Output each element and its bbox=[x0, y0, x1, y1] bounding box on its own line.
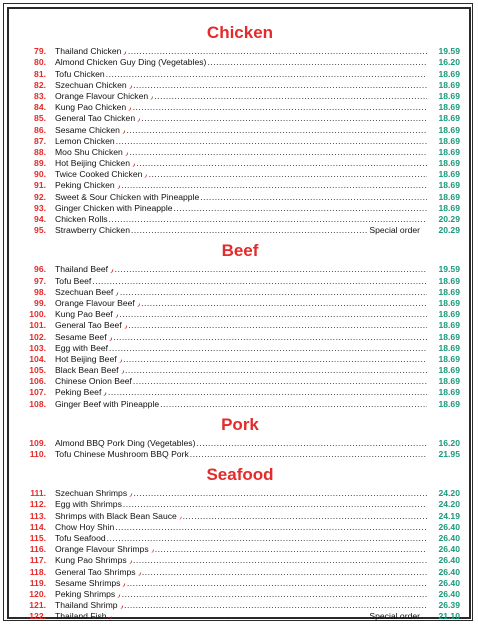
item-number: 100. bbox=[29, 309, 46, 320]
item-name: Lemon Chicken bbox=[55, 135, 115, 146]
chili-pepper-icon bbox=[128, 105, 131, 113]
menu-item bbox=[20, 611, 460, 622]
dot-leader bbox=[109, 214, 427, 225]
item-name: Tofu Seafood bbox=[55, 532, 106, 543]
item-price: 24.20 bbox=[438, 488, 460, 499]
menu-item bbox=[20, 320, 460, 331]
chili-pepper-icon bbox=[129, 491, 132, 499]
item-price: 21.10 bbox=[438, 611, 460, 622]
item-number: 81. bbox=[34, 68, 46, 79]
item-number: 85. bbox=[34, 113, 46, 124]
chili-pepper-icon bbox=[120, 603, 124, 611]
item-price: 26.40 bbox=[438, 521, 460, 532]
dot-leader bbox=[136, 158, 427, 169]
item-number: 84. bbox=[34, 102, 46, 113]
item-name: Tofu Chinese Mushroom BBQ Pork bbox=[55, 449, 189, 459]
dot-leader bbox=[119, 309, 427, 320]
chili-pepper-icon bbox=[117, 592, 121, 600]
item-number: 111. bbox=[30, 488, 46, 499]
item-number: 87. bbox=[34, 135, 46, 146]
item-price: 18.69 bbox=[438, 191, 460, 202]
item-number: 86. bbox=[34, 124, 46, 135]
item-number: 112. bbox=[29, 499, 46, 510]
item-name: Szechuan Chicken bbox=[55, 79, 127, 90]
item-number: 98. bbox=[34, 286, 46, 297]
dot-leader bbox=[190, 449, 427, 460]
item-name: Egg with Shrimps bbox=[55, 499, 122, 510]
chili-pepper-icon bbox=[117, 183, 121, 191]
dot-leader bbox=[113, 332, 427, 343]
item-name: General Tao Chicken bbox=[55, 113, 136, 124]
menu-item bbox=[20, 566, 460, 577]
item-name: Kung Pao Beef bbox=[55, 309, 113, 320]
item-name: Thailand Beef bbox=[55, 264, 109, 275]
item-number: 83. bbox=[34, 90, 46, 101]
item-price: 16.20 bbox=[438, 57, 460, 68]
dot-leader bbox=[154, 91, 427, 102]
item-name: Thailand Fish bbox=[55, 611, 107, 622]
item-name: Orange Flavour Beef bbox=[55, 297, 135, 308]
dot-leader bbox=[200, 192, 427, 203]
item-price: 26.40 bbox=[438, 566, 460, 577]
item-name: Almond Chicken Guy Ding (Vegetables) bbox=[55, 57, 207, 68]
item-number: 90. bbox=[34, 169, 46, 180]
dot-leader bbox=[131, 225, 368, 236]
section-title: Seafood bbox=[206, 465, 274, 484]
item-price: 26.40 bbox=[438, 577, 460, 588]
item-list bbox=[20, 488, 460, 622]
dot-leader bbox=[106, 69, 427, 80]
dot-leader bbox=[124, 600, 427, 611]
menu-item bbox=[20, 449, 460, 460]
item-price: 20.29 bbox=[438, 225, 460, 236]
item-name: Kung Pao Shrimps bbox=[55, 555, 127, 566]
menu-item bbox=[20, 287, 460, 298]
menu-item bbox=[20, 398, 460, 409]
menu-item bbox=[20, 578, 460, 589]
item-name: Szechuan Beef bbox=[55, 286, 114, 297]
menu-item bbox=[20, 343, 460, 354]
item-price: 26.40 bbox=[438, 544, 460, 555]
item-price: 18.69 bbox=[438, 297, 460, 308]
item-price: 18.69 bbox=[438, 135, 460, 146]
item-price: 18.69 bbox=[438, 124, 460, 135]
dot-leader bbox=[115, 522, 427, 533]
item-name: Twice Cooked Chicken bbox=[55, 169, 143, 180]
item-price: 18.69 bbox=[438, 331, 460, 342]
menu-page bbox=[20, 20, 460, 624]
chili-pepper-icon bbox=[115, 312, 119, 320]
item-name: General Tao Shrimps bbox=[55, 566, 136, 577]
menu-item bbox=[20, 102, 460, 113]
item-name: Peking Shrimps bbox=[55, 588, 116, 599]
item-number: 89. bbox=[34, 158, 46, 169]
item-number: 101. bbox=[29, 320, 46, 331]
item-number: 102. bbox=[29, 331, 46, 342]
item-price: 18.69 bbox=[438, 102, 460, 113]
chili-pepper-icon bbox=[144, 172, 147, 180]
chili-pepper-icon bbox=[129, 558, 132, 566]
menu-section bbox=[20, 412, 460, 460]
dot-leader bbox=[129, 147, 427, 158]
item-price: 18.69 bbox=[438, 169, 460, 180]
item-name: Sesame Shrimps bbox=[55, 577, 121, 588]
dot-leader bbox=[142, 567, 427, 578]
item-name: Hot Beijing Chicken bbox=[55, 158, 130, 169]
item-price: 24.20 bbox=[438, 499, 460, 510]
section-title: Chicken bbox=[206, 23, 274, 42]
item-number: 94. bbox=[34, 214, 46, 224]
menu-item bbox=[20, 158, 460, 169]
menu-item bbox=[20, 68, 460, 79]
item-price: 21.95 bbox=[438, 449, 460, 459]
item-price: 18.69 bbox=[438, 376, 460, 387]
chili-pepper-icon bbox=[151, 547, 154, 555]
item-price: 18.69 bbox=[438, 146, 460, 157]
item-number: 93. bbox=[34, 202, 46, 213]
dot-leader bbox=[155, 544, 427, 555]
item-price: 26.40 bbox=[438, 532, 460, 543]
item-price: 18.69 bbox=[438, 275, 460, 286]
chili-pepper-icon bbox=[119, 357, 123, 365]
item-price: 18.69 bbox=[438, 342, 460, 353]
item-price: 18.69 bbox=[438, 353, 460, 364]
menu-item bbox=[20, 533, 460, 544]
menu-item bbox=[20, 555, 460, 566]
dot-leader bbox=[133, 555, 427, 566]
item-price: 18.69 bbox=[438, 202, 460, 213]
item-price: 24.19 bbox=[438, 510, 460, 521]
menu-item bbox=[20, 438, 460, 449]
item-name: Egg with Beef bbox=[55, 342, 109, 353]
item-price: 18.69 bbox=[438, 79, 460, 90]
chili-pepper-icon bbox=[124, 323, 127, 331]
chili-pepper-icon bbox=[137, 116, 140, 124]
item-price: 26.40 bbox=[438, 555, 460, 566]
menu-item bbox=[20, 214, 460, 225]
dot-leader bbox=[183, 511, 427, 522]
dot-leader bbox=[207, 57, 427, 68]
menu-item bbox=[20, 309, 460, 320]
item-list bbox=[20, 46, 460, 236]
menu-item bbox=[20, 124, 460, 135]
dot-leader bbox=[123, 354, 427, 365]
item-list bbox=[20, 438, 460, 460]
dot-leader bbox=[108, 387, 427, 398]
menu-item bbox=[20, 91, 460, 102]
menu-item bbox=[20, 203, 460, 214]
item-name: Hot Beijing Beef bbox=[55, 353, 117, 364]
chili-pepper-icon bbox=[150, 94, 153, 102]
item-name: Orange Flavour Shrimps bbox=[55, 544, 149, 555]
item-number: 91. bbox=[34, 180, 46, 191]
dot-leader bbox=[116, 136, 427, 147]
menu-item bbox=[20, 387, 460, 398]
dot-leader bbox=[133, 80, 427, 91]
item-price: 18.69 bbox=[438, 398, 460, 409]
item-name: Peking Chicken bbox=[55, 180, 115, 191]
dot-leader bbox=[123, 499, 427, 510]
menu-item bbox=[20, 80, 460, 91]
item-price: 18.69 bbox=[438, 68, 460, 79]
item-number: 120. bbox=[29, 588, 46, 599]
item-price: 26.39 bbox=[438, 600, 460, 611]
menu-item bbox=[20, 57, 460, 68]
item-number: 95. bbox=[34, 225, 46, 236]
dot-leader bbox=[160, 399, 427, 410]
item-name: Chow Hoy Shin bbox=[55, 521, 115, 532]
menu-item bbox=[20, 275, 460, 286]
item-number: 79. bbox=[34, 46, 46, 57]
item-price: 18.69 bbox=[438, 309, 460, 320]
chili-pepper-icon bbox=[179, 514, 182, 522]
item-price: 26.40 bbox=[438, 588, 460, 599]
dot-leader bbox=[113, 611, 369, 622]
menu-item bbox=[20, 225, 460, 236]
menu-item bbox=[20, 46, 460, 57]
menu-item bbox=[20, 522, 460, 533]
item-name: Strawberry Chicken bbox=[55, 225, 130, 236]
item-number: 121. bbox=[29, 600, 46, 611]
item-name: Sesame Chicken bbox=[55, 124, 120, 135]
item-number: 105. bbox=[29, 365, 46, 376]
item-price: 19.59 bbox=[438, 46, 460, 57]
item-number: 109. bbox=[29, 437, 46, 448]
item-price: 18.69 bbox=[438, 320, 460, 331]
item-number: 114. bbox=[29, 521, 46, 532]
item-name: Chicken Rolls bbox=[55, 214, 108, 224]
item-name: General Tao Beef bbox=[55, 320, 122, 331]
chili-pepper-icon bbox=[122, 128, 125, 136]
chili-pepper-icon bbox=[132, 161, 135, 169]
item-number: 116. bbox=[29, 544, 46, 555]
menu-item bbox=[20, 589, 460, 600]
item-number: 106. bbox=[29, 376, 46, 387]
dot-leader bbox=[141, 113, 427, 124]
dot-leader bbox=[122, 589, 427, 600]
item-number: 80. bbox=[34, 57, 46, 68]
item-name: Black Bean Beef bbox=[55, 365, 119, 376]
item-price: 19.59 bbox=[438, 264, 460, 275]
section-title: Pork bbox=[221, 414, 259, 434]
item-number: 82. bbox=[34, 79, 46, 90]
chili-pepper-icon bbox=[115, 290, 119, 298]
chili-pepper-icon bbox=[138, 570, 141, 578]
dot-leader bbox=[196, 438, 427, 449]
item-name: Ginger Beef with Pineapple bbox=[55, 398, 160, 409]
dot-leader bbox=[107, 533, 427, 544]
item-number: 88. bbox=[34, 146, 46, 157]
item-number: 107. bbox=[29, 387, 46, 398]
item-number: 119. bbox=[29, 577, 46, 588]
chili-pepper-icon bbox=[137, 301, 140, 309]
item-price: 18.69 bbox=[438, 113, 460, 124]
item-price: 18.69 bbox=[438, 158, 460, 169]
item-price: 18.69 bbox=[438, 365, 460, 376]
section-title: Beef bbox=[221, 241, 259, 261]
item-number: 96. bbox=[34, 264, 46, 275]
menu-item bbox=[20, 113, 460, 124]
dot-leader bbox=[174, 203, 427, 214]
menu-item bbox=[20, 264, 460, 275]
chili-pepper-icon bbox=[123, 49, 126, 57]
menu-item bbox=[20, 544, 460, 555]
menu-item bbox=[20, 180, 460, 191]
item-number: 108. bbox=[29, 398, 46, 409]
menu-item bbox=[20, 499, 460, 510]
item-price: 18.69 bbox=[438, 180, 460, 191]
dot-leader bbox=[133, 102, 427, 113]
item-name: Sesame Beef bbox=[55, 331, 107, 342]
dot-leader bbox=[120, 287, 427, 298]
item-number: 117. bbox=[29, 555, 46, 566]
dot-leader bbox=[149, 169, 427, 180]
menu-section bbox=[20, 20, 460, 236]
item-list bbox=[20, 264, 460, 409]
menu-item bbox=[20, 510, 460, 521]
item-number: 97. bbox=[34, 275, 46, 286]
menu-item bbox=[20, 191, 460, 202]
item-name: Tofu Chicken bbox=[55, 68, 105, 79]
item-name: Ginger Chicken with Pineapple bbox=[55, 202, 173, 213]
item-name: Szechuan Shrimps bbox=[55, 488, 128, 499]
dot-leader bbox=[128, 46, 427, 57]
item-number: 122. bbox=[29, 611, 46, 622]
item-price: 18.69 bbox=[438, 286, 460, 297]
item-name: Sweet & Sour Chicken with Pineapple bbox=[55, 191, 200, 202]
item-name: Kung Pao Chicken bbox=[55, 102, 127, 113]
dot-leader bbox=[133, 376, 427, 387]
menu-item bbox=[20, 600, 460, 611]
item-number: 118. bbox=[29, 566, 46, 577]
item-name: Tofu Beef bbox=[55, 275, 92, 286]
dot-leader bbox=[125, 365, 427, 376]
item-price: 20.29 bbox=[438, 214, 460, 224]
item-name: Peking Beef bbox=[55, 387, 102, 398]
item-number: 115. bbox=[29, 532, 46, 543]
dot-leader bbox=[121, 180, 427, 191]
menu-section bbox=[20, 462, 460, 622]
menu-item bbox=[20, 298, 460, 309]
chili-pepper-icon bbox=[125, 150, 128, 158]
dot-leader bbox=[126, 125, 427, 136]
item-note: Special order bbox=[369, 611, 420, 622]
item-price: 18.69 bbox=[438, 387, 460, 398]
chili-pepper-icon bbox=[103, 390, 107, 398]
menu-item bbox=[20, 147, 460, 158]
dot-leader bbox=[128, 320, 427, 331]
dot-leader bbox=[92, 276, 427, 287]
dot-leader bbox=[115, 264, 427, 275]
item-name: Orange Flavour Chicken bbox=[55, 90, 149, 101]
item-name: Almond BBQ Pork Ding (Vegetables) bbox=[55, 437, 196, 448]
item-price: 18.69 bbox=[438, 90, 460, 101]
item-note: Special order bbox=[369, 225, 420, 236]
item-name: Thailand Shrimp bbox=[55, 600, 118, 611]
item-number: 113. bbox=[29, 510, 46, 521]
menu-item bbox=[20, 376, 460, 387]
item-name: Thailand Chicken bbox=[55, 46, 122, 57]
menu-item bbox=[20, 488, 460, 499]
chili-pepper-icon bbox=[129, 83, 132, 91]
item-price: 16.20 bbox=[438, 437, 460, 448]
item-name: Chinese Onion Beef bbox=[55, 376, 132, 387]
chili-pepper-icon bbox=[109, 335, 113, 343]
item-number: 110. bbox=[29, 449, 46, 459]
item-number: 99. bbox=[34, 297, 46, 308]
item-number: 103. bbox=[29, 342, 46, 353]
chili-pepper-icon bbox=[110, 267, 114, 275]
menu-item bbox=[20, 169, 460, 180]
dot-leader bbox=[109, 343, 427, 354]
menu-item bbox=[20, 136, 460, 147]
menu-item bbox=[20, 354, 460, 365]
chili-pepper-icon bbox=[121, 368, 124, 376]
chili-pepper-icon bbox=[109, 614, 112, 622]
dot-leader bbox=[127, 578, 427, 589]
chili-pepper-icon bbox=[122, 581, 125, 589]
item-number: 104. bbox=[29, 353, 46, 364]
menu-section bbox=[20, 238, 460, 409]
menu-item bbox=[20, 331, 460, 342]
dot-leader bbox=[141, 298, 427, 309]
dot-leader bbox=[134, 488, 427, 499]
item-name: Shrimps with Black Bean Sauce bbox=[55, 510, 177, 521]
menu-item bbox=[20, 365, 460, 376]
item-name: Moo Shu Chicken bbox=[55, 146, 123, 157]
item-number: 92. bbox=[34, 191, 46, 202]
